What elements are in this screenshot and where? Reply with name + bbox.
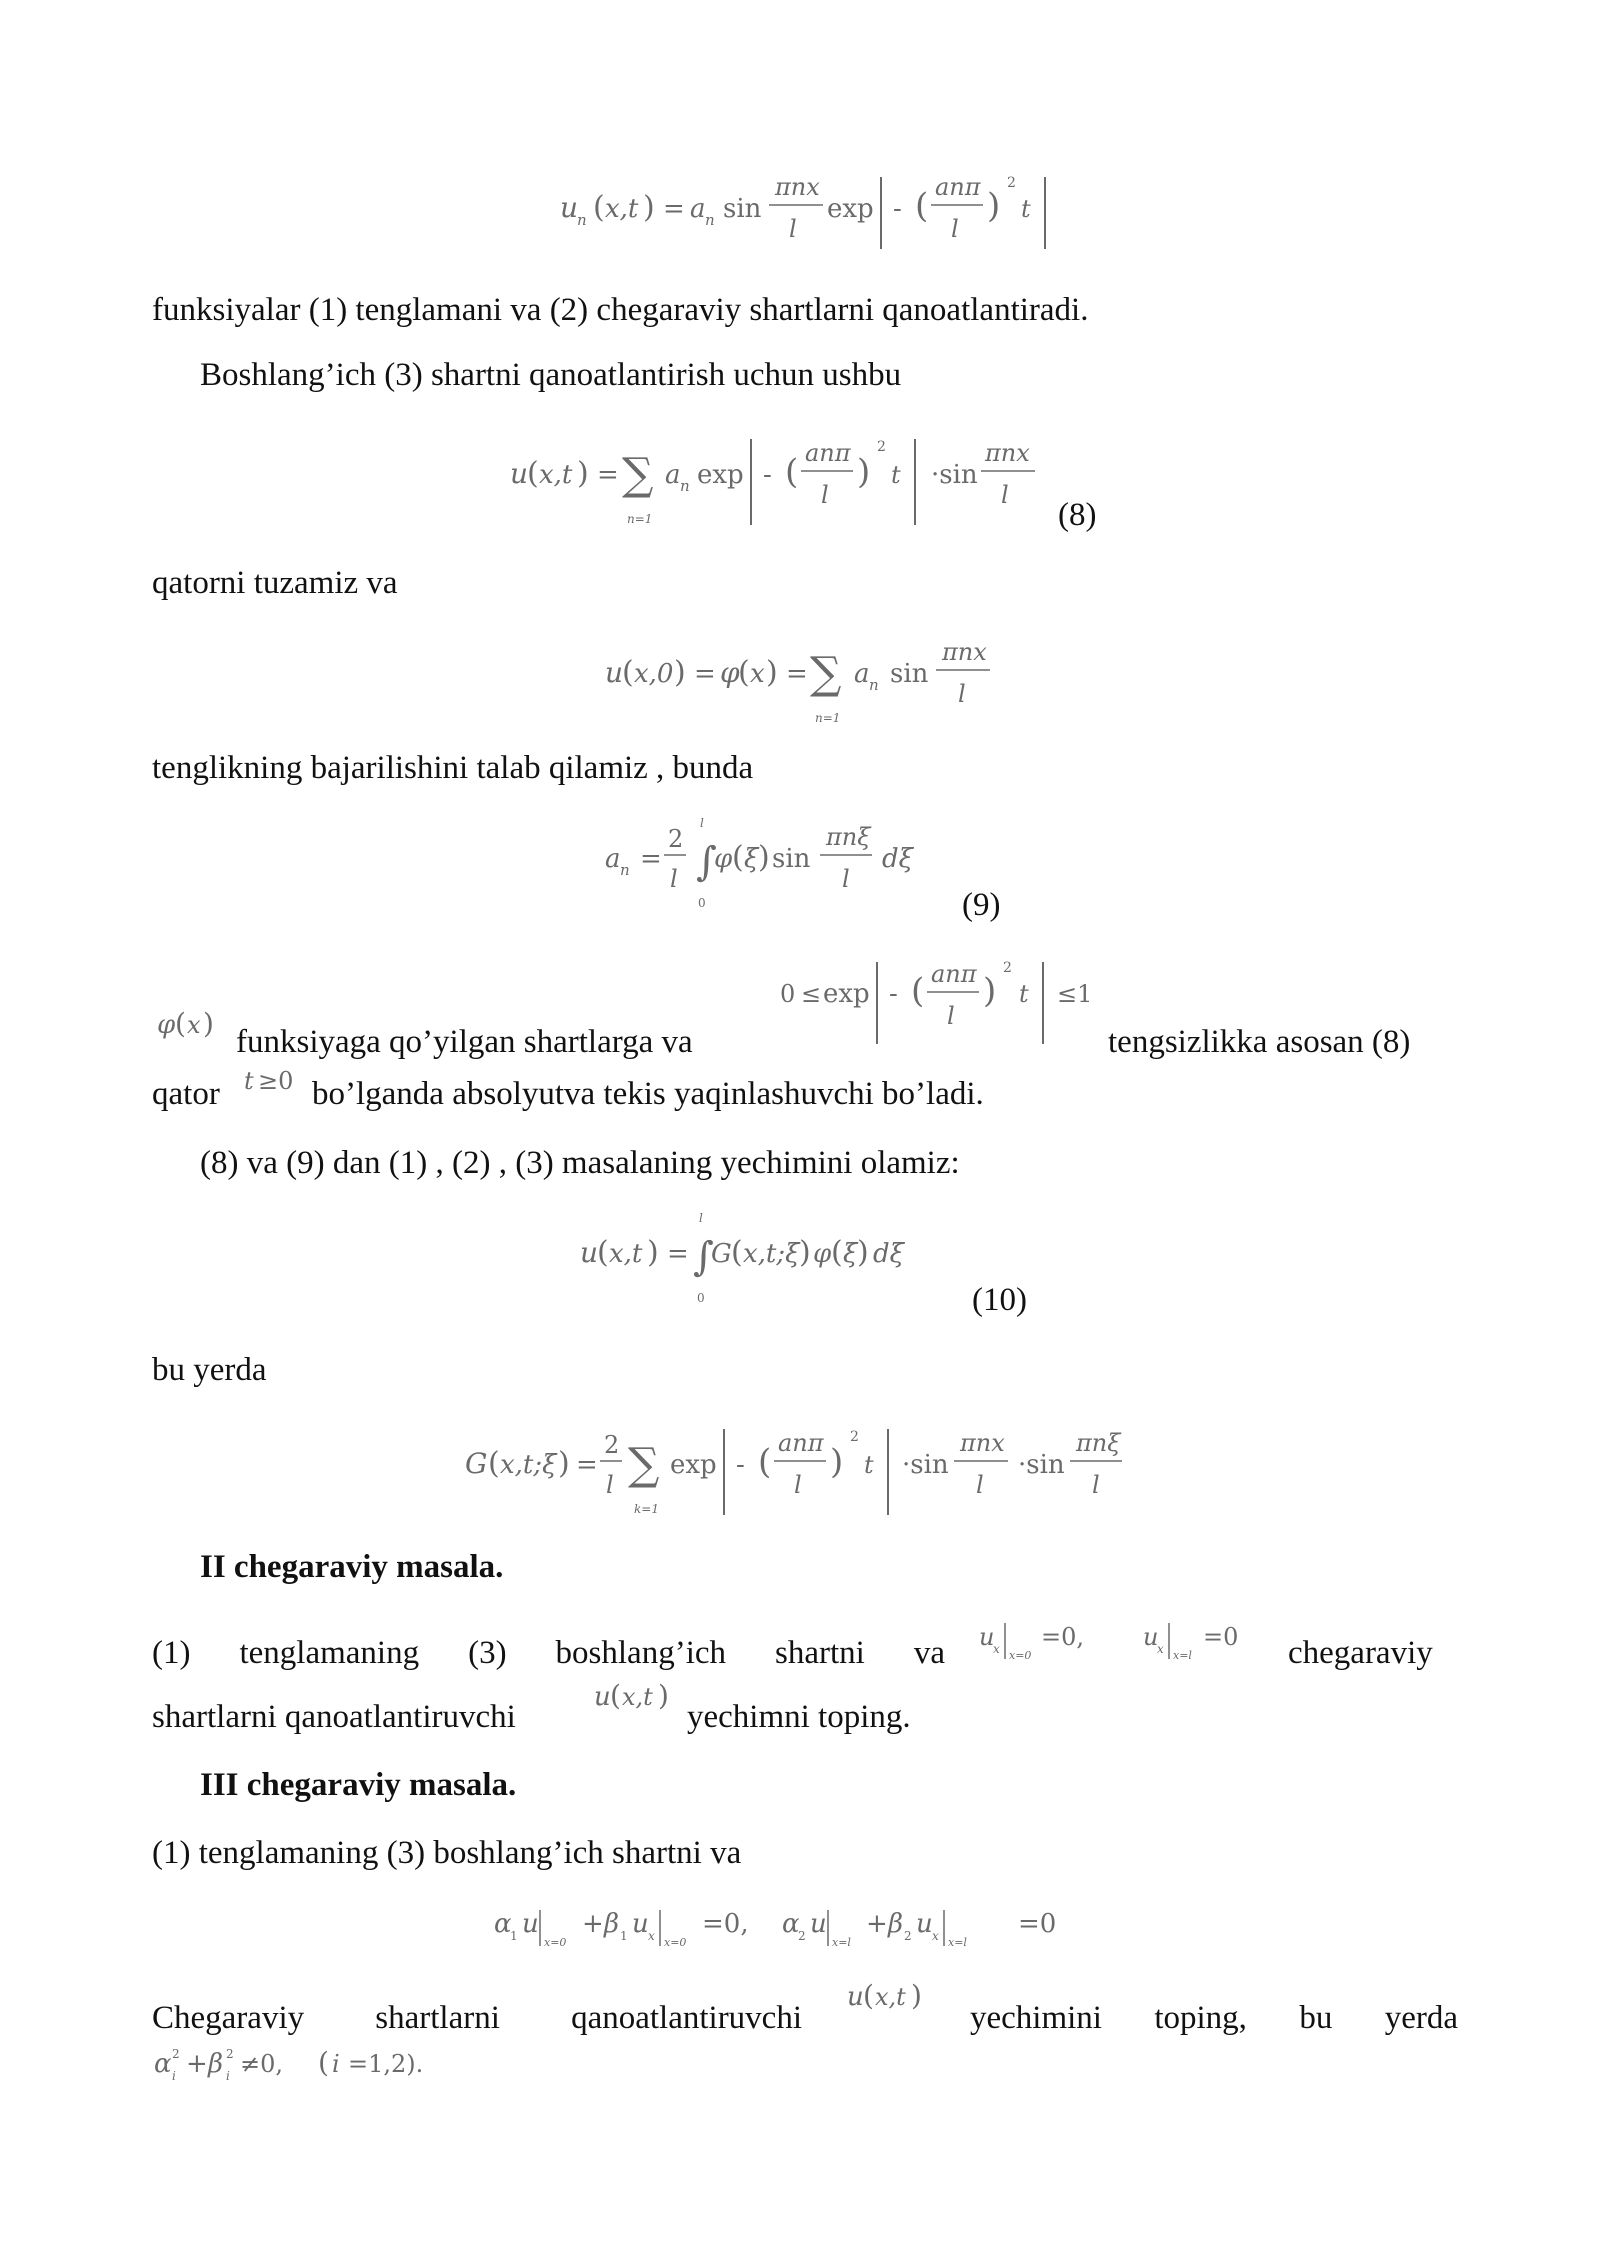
svg-text:x,t: x,t — [539, 460, 573, 490]
formula-series-8 — [505, 425, 1065, 535]
svg-text:exp: exp — [827, 194, 874, 224]
svg-text:u: u — [979, 1623, 995, 1651]
svg-text:): ) — [983, 971, 997, 1011]
svg-text:πnx: πnx — [942, 638, 987, 666]
svg-text:=: = — [663, 194, 685, 224]
svg-text:): ) — [857, 1235, 869, 1270]
formula-solution-10 — [575, 1210, 965, 1310]
svg-text:u: u — [594, 1682, 611, 1712]
svg-text:2: 2 — [172, 2047, 180, 2061]
svg-text:≤1: ≤1 — [1057, 980, 1093, 1008]
svg-text:k=1: k=1 — [634, 1502, 659, 1516]
svg-text:x,t: x,t — [609, 1239, 643, 1269]
svg-text:+: + — [186, 2049, 208, 2079]
svg-text:n=1: n=1 — [815, 711, 841, 725]
svg-text:): ) — [558, 1446, 570, 1481]
paragraph: funksiyaga qo’yilgan shartlarga va — [236, 1024, 693, 1060]
svg-text:n: n — [680, 477, 690, 495]
svg-text:β: β — [208, 2049, 224, 2079]
svg-text:t: t — [864, 1451, 874, 1479]
svg-text:-: - — [736, 1450, 745, 1480]
svg-text:l: l — [699, 1211, 703, 1225]
svg-text:i: i — [226, 2069, 230, 2083]
paragraph: funksiyalar (1) tenglamani va (2) chegaraviy shartlarni qanoatlantiradi. — [152, 292, 1089, 328]
svg-text:x: x — [993, 1642, 1000, 1656]
boundary-condition-neumann — [975, 1615, 1265, 1671]
svg-text:β: β — [888, 1909, 904, 1939]
svg-text:u: u — [510, 457, 529, 490]
svg-text:): ) — [647, 1235, 659, 1270]
svg-text:): ) — [766, 655, 778, 690]
svg-text:a: a — [854, 659, 870, 689]
svg-text:=: = — [786, 659, 808, 689]
svg-text:): ) — [911, 1979, 922, 2012]
justified-line — [970, 1998, 1458, 2038]
svg-text:(: ( — [738, 655, 750, 690]
svg-text:=: = — [667, 1239, 689, 1269]
justified-line — [152, 1633, 945, 1673]
word: shartlarni — [375, 2000, 500, 2036]
svg-text:(: ( — [732, 840, 744, 875]
svg-text:x: x — [648, 1929, 655, 1943]
svg-text:anπ: anπ — [805, 439, 851, 467]
svg-text:≥0: ≥0 — [258, 1067, 294, 1095]
svg-text:πnx: πnx — [985, 439, 1030, 467]
boundary-condition-robin — [490, 1900, 1110, 1960]
svg-text:+: + — [866, 1909, 888, 1939]
formula-an-9 — [600, 815, 940, 915]
svg-text:πnξ: πnξ — [1076, 1429, 1121, 1457]
svg-text:(: ( — [915, 186, 929, 226]
svg-text:β: β — [604, 1909, 620, 1939]
svg-text:(: ( — [731, 1235, 743, 1270]
svg-text:+: + — [582, 1909, 604, 1939]
svg-text:i: i — [172, 2069, 176, 2083]
svg-text:∫: ∫ — [693, 1234, 714, 1280]
svg-text:): ) — [857, 452, 871, 492]
svg-text:x=l: x=l — [832, 1936, 851, 1949]
justified-line — [152, 1998, 802, 2038]
svg-text:x,t: x,t — [875, 1983, 906, 2011]
svg-text:πnx: πnx — [960, 1429, 1005, 1457]
svg-text:u: u — [916, 1909, 933, 1939]
svg-text:l: l — [821, 481, 829, 509]
word: toping, — [1154, 2000, 1247, 2036]
svg-text:φ: φ — [813, 1239, 832, 1269]
svg-text:·sin: ·sin — [1018, 1450, 1065, 1480]
svg-text:=1,2).: =1,2). — [348, 2050, 424, 2078]
svg-text:=0: =0 — [1018, 1909, 1057, 1939]
paragraph: chegaraviy — [1288, 1635, 1433, 1671]
svg-text:2: 2 — [1007, 175, 1016, 191]
svg-text:∑: ∑ — [810, 648, 842, 699]
svg-text:(: ( — [175, 1007, 186, 1040]
paragraph: bo’lganda absolyutva tekis yaqinlashuvchi bo’ladi. — [312, 1076, 984, 1112]
svg-text:1: 1 — [620, 1929, 628, 1943]
svg-text:a: a — [605, 844, 621, 874]
svg-text:(: ( — [597, 1235, 609, 1270]
word: shartni — [775, 1635, 865, 1671]
svg-text:x: x — [932, 1929, 939, 1943]
svg-text:u: u — [580, 1236, 599, 1269]
svg-text:2: 2 — [904, 1929, 912, 1943]
paragraph: bu yerda — [152, 1352, 267, 1388]
paragraph: (8) va (9) dan (1) , (2) , (3) masalaning yechimini olamiz: — [200, 1145, 960, 1181]
svg-text:=0,: =0, — [702, 1909, 749, 1939]
svg-text:≤: ≤ — [801, 980, 822, 1008]
paragraph: tenglikning bajarilishini talab qilamiz , bunda — [152, 750, 754, 786]
equation-number: (10) — [972, 1282, 1027, 1318]
svg-text:l: l — [958, 680, 966, 708]
svg-text:exp: exp — [823, 979, 870, 1009]
section-heading: III chegaraviy masala. — [200, 1767, 517, 1803]
svg-text:t: t — [891, 461, 901, 489]
svg-text:u: u — [1143, 1623, 1159, 1651]
svg-text:-: - — [889, 979, 898, 1009]
svg-text:-: - — [763, 460, 772, 490]
svg-text:2: 2 — [877, 439, 886, 455]
svg-text:l: l — [1001, 481, 1009, 509]
paragraph: tengsizlikka asosan (8) — [1108, 1024, 1411, 1060]
svg-text:exp: exp — [697, 460, 744, 490]
svg-text:(: ( — [610, 1679, 621, 1712]
svg-text:1: 1 — [510, 1929, 518, 1943]
svg-text:l: l — [794, 1471, 802, 1499]
svg-text:u: u — [847, 1982, 864, 2012]
svg-text:l: l — [947, 1002, 955, 1030]
formula-green-function — [460, 1415, 1160, 1525]
svg-text:u: u — [605, 656, 624, 689]
svg-text:): ) — [674, 655, 686, 690]
svg-text:t: t — [244, 1067, 254, 1095]
svg-text:x,0: x,0 — [634, 659, 674, 689]
svg-text:): ) — [577, 456, 589, 491]
svg-text:x,t: x,t — [605, 194, 639, 224]
svg-text:anπ: anπ — [935, 173, 981, 201]
svg-text:l: l — [700, 816, 704, 830]
paragraph: yechimni toping. — [687, 1699, 911, 1735]
svg-text:n: n — [577, 211, 587, 229]
word: tenglamaning — [239, 1635, 420, 1671]
svg-text:2: 2 — [798, 1929, 806, 1943]
svg-text:): ) — [799, 1235, 811, 1270]
svg-text:x: x — [1157, 1642, 1164, 1656]
svg-text:anπ: anπ — [931, 960, 977, 988]
svg-text:n: n — [869, 676, 879, 694]
svg-text:∑: ∑ — [622, 449, 654, 500]
svg-text:·sin: ·sin — [931, 460, 978, 490]
paragraph: qator — [152, 1076, 220, 1112]
svg-text:=0: =0 — [1203, 1623, 1239, 1651]
paragraph: qatorni tuzamiz va — [152, 565, 398, 601]
svg-text:(: ( — [785, 452, 799, 492]
word: bu — [1299, 2000, 1333, 2036]
word: (3) — [468, 1635, 507, 1671]
formula-initial — [600, 630, 1000, 730]
svg-text:l: l — [951, 215, 959, 243]
svg-text:l: l — [1092, 1471, 1100, 1499]
svg-text:=0,: =0, — [1041, 1623, 1085, 1651]
inequality-formula — [775, 950, 1105, 1050]
svg-text:l: l — [976, 1471, 984, 1499]
inline-u-xt — [592, 1677, 682, 1717]
svg-text:anπ: anπ — [778, 1429, 824, 1457]
svg-text:∑: ∑ — [628, 1439, 660, 1490]
svg-text:-: - — [893, 194, 902, 224]
svg-text:∫: ∫ — [696, 839, 717, 885]
svg-text:): ) — [643, 190, 655, 225]
svg-text:0: 0 — [697, 1291, 705, 1305]
svg-text:α: α — [494, 1909, 512, 1939]
svg-text:α: α — [782, 1909, 800, 1939]
svg-text:=: = — [576, 1450, 598, 1480]
formula-un — [555, 165, 1055, 255]
svg-text:2: 2 — [604, 1431, 620, 1459]
svg-text:0: 0 — [698, 896, 706, 910]
svg-text:(: ( — [911, 971, 925, 1011]
svg-text:n: n — [620, 861, 630, 879]
inline-t-geq-0 — [242, 1065, 312, 1101]
svg-text:): ) — [203, 1007, 214, 1040]
condition-alpha-beta — [152, 2042, 492, 2092]
svg-text:a: a — [690, 194, 706, 224]
svg-text:n=1: n=1 — [627, 512, 653, 526]
svg-text:x=0: x=0 — [664, 1936, 687, 1949]
svg-text:=: = — [640, 844, 662, 874]
word: yerda — [1384, 2000, 1458, 2036]
svg-text:=: = — [597, 460, 619, 490]
word: boshlang’ich — [555, 1635, 727, 1671]
equation-number: (8) — [1058, 497, 1097, 533]
svg-text:(: ( — [318, 2046, 329, 2079]
svg-text:exp: exp — [670, 1450, 717, 1480]
inline-u-xt — [845, 1977, 935, 2017]
paragraph: (1) tenglamaning (3) boshlang’ich shartni va — [152, 1835, 742, 1871]
svg-text:2: 2 — [850, 1429, 859, 1445]
svg-text:0: 0 — [780, 980, 796, 1008]
svg-text:G: G — [465, 1447, 488, 1480]
svg-text:): ) — [987, 186, 1001, 226]
svg-text:x,t;ξ: x,t;ξ — [743, 1239, 800, 1269]
svg-text:x=0: x=0 — [1009, 1649, 1032, 1662]
svg-text:l: l — [789, 215, 797, 243]
svg-text:(: ( — [488, 1446, 500, 1481]
svg-text:): ) — [830, 1442, 844, 1482]
word: (1) — [152, 1635, 191, 1671]
svg-text:l: l — [842, 865, 850, 893]
svg-text:2: 2 — [668, 825, 684, 853]
svg-text:·sin: ·sin — [902, 1450, 949, 1480]
svg-text:x: x — [750, 659, 765, 689]
svg-text:t: t — [1021, 195, 1031, 223]
word: Chegaraviy — [152, 2000, 305, 2036]
svg-text:α: α — [154, 2049, 172, 2079]
svg-text:n: n — [705, 211, 715, 229]
paragraph: shartlarni qanoatlantiruvchi — [152, 1699, 516, 1735]
word: yechimini — [970, 2000, 1102, 2036]
section-heading: II chegaraviy masala. — [200, 1549, 504, 1585]
svg-text:G: G — [711, 1239, 732, 1269]
svg-text:(: ( — [622, 655, 634, 690]
svg-text:u: u — [632, 1909, 649, 1939]
svg-text:φ: φ — [714, 844, 733, 874]
svg-text:2: 2 — [1003, 960, 1012, 976]
svg-text:πnx: πnx — [775, 173, 820, 201]
paragraph: Boshlang’ich (3) shartni qanoatlantirish uchun ushbu — [200, 357, 902, 393]
svg-text:(: ( — [593, 190, 605, 225]
svg-text:ξ: ξ — [744, 844, 759, 874]
equation-number: (9) — [962, 887, 1001, 923]
word: qanoatlantiruvchi — [571, 2000, 802, 2036]
svg-text:ξ: ξ — [843, 1239, 858, 1269]
svg-text:): ) — [658, 1679, 669, 1712]
svg-text:(: ( — [758, 1442, 772, 1482]
svg-text:u: u — [810, 1909, 827, 1939]
svg-text:x=l: x=l — [1173, 1649, 1192, 1662]
svg-text:x,t;ξ: x,t;ξ — [500, 1450, 557, 1480]
svg-text:(: ( — [527, 456, 539, 491]
svg-text:t: t — [1019, 980, 1029, 1008]
svg-text:x,t: x,t — [622, 1683, 653, 1711]
svg-text:x=0: x=0 — [544, 1936, 567, 1949]
inline-phi-x — [155, 1005, 235, 1045]
svg-text:x: x — [187, 1011, 201, 1039]
svg-text:(: ( — [831, 1235, 843, 1270]
svg-text:2: 2 — [226, 2047, 234, 2061]
svg-text:dξ: dξ — [873, 1239, 904, 1269]
svg-text:dξ: dξ — [882, 844, 913, 874]
svg-text:φ: φ — [720, 656, 740, 689]
svg-text:sin: sin — [723, 194, 762, 224]
svg-text:πnξ: πnξ — [826, 823, 871, 851]
svg-text:φ: φ — [157, 1010, 176, 1040]
svg-text:(: ( — [863, 1979, 874, 2012]
svg-text:sin: sin — [772, 844, 811, 874]
word: va — [913, 1635, 945, 1671]
svg-text:l: l — [606, 1471, 614, 1499]
svg-text:i: i — [332, 2050, 340, 2078]
svg-text:a: a — [665, 460, 681, 490]
svg-text:l: l — [670, 865, 678, 893]
svg-text:x=l: x=l — [948, 1936, 967, 1949]
svg-text:): ) — [758, 840, 770, 875]
svg-text:≠0,: ≠0, — [240, 2050, 284, 2078]
svg-text:u: u — [560, 191, 579, 224]
svg-text:u: u — [522, 1909, 539, 1939]
svg-text:=: = — [694, 659, 716, 689]
svg-text:sin: sin — [890, 659, 929, 689]
